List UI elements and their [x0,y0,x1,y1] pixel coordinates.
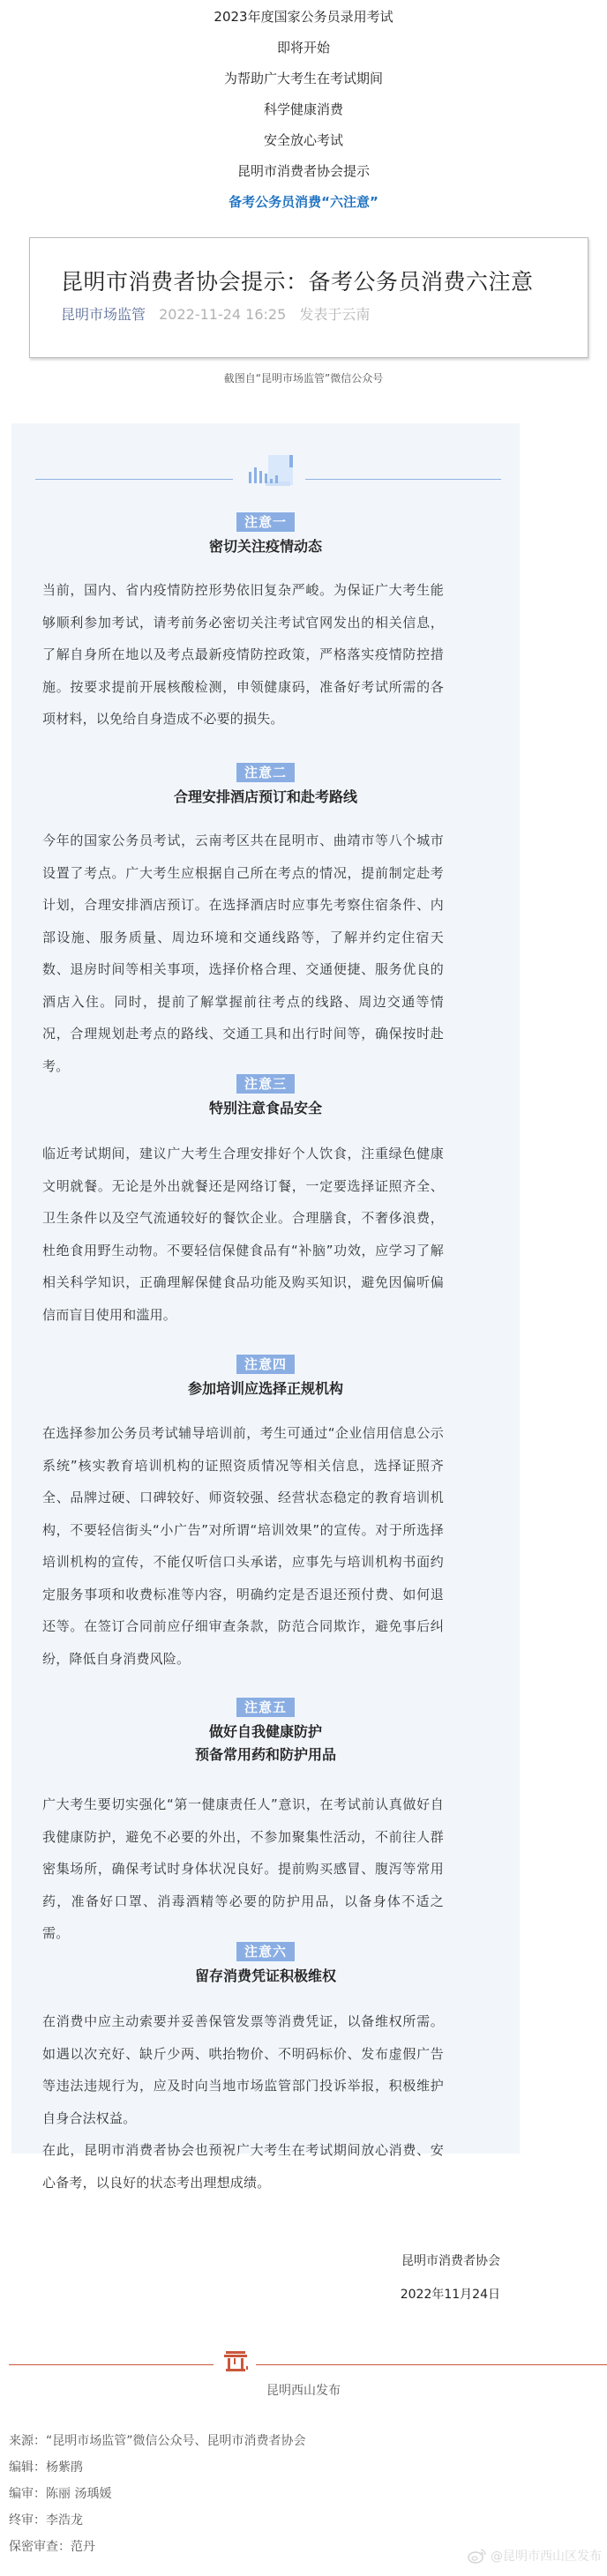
section-badge: 注意一 [236,512,295,532]
intro-line: 为帮助广大考生在考试期间 [223,71,383,86]
intro-line: 昆明市消费者协会提示 [236,163,370,179]
section-heading [11,1074,520,1120]
screenshot-caption: 截图自“昆明市场监管”微信公众号 [223,372,384,385]
footer-brand: 昆明西山发布 [266,2384,341,2398]
credit-source: 来源：“昆明市场监管”微信公众号、昆明市消费者协会 [9,2434,306,2448]
section-badge: 注意二 [236,763,295,782]
publish-time: 2022-11-24 16:25 [159,306,287,323]
section-paragraph: 当前，国内、省内疫情防控形势依旧复杂严峻。为保证广大考生能够顺利参加考试，请考前务必密切关注考试官网发出的相关信息，了解自身所在地以及考点最新疫情防控政策，严格落实疫情防控措施。按要求提前开展核酸检测，申领健康码，准备好考试所需的各项材料，以免给自身造成不必要的损失。 [42,582,444,727]
intro-line: 科学健康消费 [263,101,343,117]
divider-line [305,479,501,480]
credit-confidentiality-review: 保密审查：范丹 [9,2540,95,2554]
section-heading [11,1355,520,1400]
section-subtitle: 预备常用药和防护用品 [194,1746,336,1763]
intro-block [0,0,607,218]
intro-line: 2023年度国家公务员录用考试 [214,9,393,25]
section-paragraph: 临近考试期间，建议广大考生合理安排好个人饮食，注重绿色健康文明就餐。无论是外出就餐还是网络订餐，一定要选择证照齐全、卫生条件以及空气流通较好的餐饮企业。合理膳食，不奢侈浪费，杜绝食用野生动物。不要轻信保健食品有“补脑”功效，应学习了解相关科学知识，正确理解保健食品功能及购买知识，避免因偏听偏信而盲目使用和滥用。 [42,1146,444,1323]
divider-line [35,479,233,480]
article-screenshot-card [29,237,588,358]
section-title: 参加培训应选择正规机构 [187,1380,343,1397]
section-badge: 注意五 [236,1698,295,1717]
section-title: 留存消费凭证积极维权 [194,1967,336,1984]
section-title: 特别注意食品安全 [208,1100,322,1116]
watermark-text: @昆明市西山区发布 [491,2550,602,2564]
signature-block [401,2244,500,2311]
section-paragraph: 在选择参加公务员考试辅导培训前，考生可通过“企业信用信息公示系统”核实教育培训机构的证照资质情况等相关信息，选择证照齐全、品牌过硬、口碑较好、师资较强、经营状态稳定的教育培训机构，不要轻信街头“小广告”对所谓“培训效果”的宣传。对于所选择培训机构的宣传，不能仅听信口头承诺，应事先与培训机构书面约定服务事项和收费标准等内容，明确约定是否退还预付费、如何退还等。在签订合同前应仔细审查条款，防范合同欺诈，避免事后纠纷，降低自身消费风险。 [42,1425,444,1667]
section-title: 做好自我健康防护 [208,1723,322,1740]
section-heading [11,763,520,809]
intro-line: 即将开始 [276,40,330,56]
section-heading [11,1942,520,1988]
section-badge: 注意四 [236,1355,295,1374]
credits-block [9,2428,306,2560]
section-heading [11,1698,520,1766]
intro-highlight-heading: 备考公务员消费“六注意” [229,194,378,210]
credit-final-reviewer: 终审：李浩龙 [9,2513,83,2527]
signature-org: 昆明市消费者协会 [401,2254,500,2268]
footer-divider [256,2364,607,2365]
closing-paragraph: 在此，昆明市消费者协会也预祝广大考生在考试期间放心消费、安心备考，以良好的状态考出理想成绩。 [42,2142,444,2191]
publish-location: 发表于云南 [299,306,371,323]
footer-divider [9,2364,214,2365]
account-link[interactable]: 昆明市场监管 [61,306,146,323]
credit-reviewer: 编审：陈丽 汤瑀媛 [9,2487,112,2501]
credit-editor: 编辑：杨紫鹃 [9,2460,83,2475]
weibo-icon [468,2548,487,2564]
section-title: 合理安排酒店预订和赴考路线 [173,788,357,805]
section-paragraph: 广大考生要切实强化“第一健康责任人”意识，在考试前认真做好自我健康防护，避免不必要的外出，不参加聚集性活动，不前往人群密集场所，确保考试时身体状况良好。提前购买感冒、腹泻等常用药，准备好口罩、消毒酒精等必要的防护用品，以备身体不适之需。 [42,1796,444,1941]
gate-archway-icon [222,2348,251,2373]
bar-chart-document-icon [244,452,296,497]
section-heading [11,512,520,558]
article-meta [61,303,370,324]
signature-date: 2022年11月24日 [400,2288,500,2302]
section-paragraph: 在消费中应主动索要并妥善保管发票等消费凭证，以备维权所需。如遇以次充好、缺斤少两、哄抬物价、不明码标价、发布虚假广告等违法违规行为，应及时向当地市场监管部门投诉举报，积极维护自身合法权益。 [42,2013,444,2126]
intro-line: 安全放心考试 [263,132,343,148]
section-title: 密切关注疫情动态 [208,538,322,555]
section-badge: 注意六 [236,1942,295,1961]
section-badge: 注意三 [236,1074,295,1094]
weibo-watermark [468,2547,602,2565]
section-paragraph: 今年的国家公务员考试，云南考区共在昆明市、曲靖市等八个城市设置了考点。广大考生应根据自己所在考点的情况，提前制定赴考计划，合理安排酒店预订。在选择酒店时应事先考察住宿条件、内部设施、服务质量、周边环境和交通线路等，了解并约定住宿天数、退房时间等相关事项，选择价格合理、交通便捷、服务优良的酒店入住。同时，提前了解掌握前往考点的线路、周边交通等情况，合理规划赴考点的路线、交通工具和出行时间等，确保按时赴考。 [42,833,444,1074]
article-headline: 昆明市消费者协会提示：备考公务员消费六注意 [61,269,534,295]
content-panel [11,423,520,2302]
